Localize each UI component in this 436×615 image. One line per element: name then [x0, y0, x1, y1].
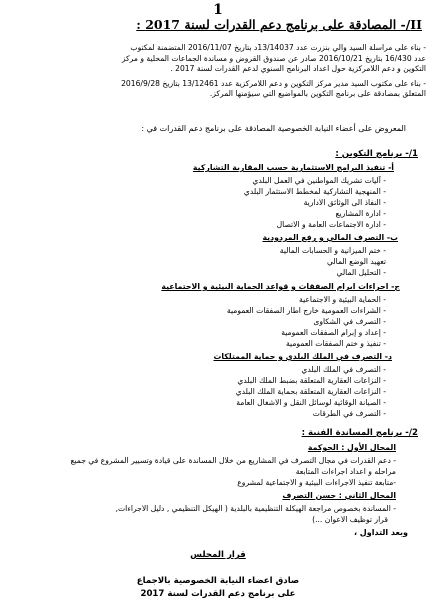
list-item: - آليات تشريك المواطنين في العمل البلدي	[252, 176, 386, 185]
list-item: - التحليل المالي	[336, 268, 386, 277]
list-item: - تنفيذ و ختم الصفقات العمومية	[285, 339, 386, 348]
list-item: - ادارة الاجتماعات العامة و الاتصال	[276, 220, 386, 229]
list-item: - إعداد و إبرام الصفقات العمومية	[281, 328, 386, 337]
intro-line: - بناء على مراسلة السيد والي بنزرت عدد 13/14037د بتاريخ 2016/11/07 المتضمنة لمكتوب	[130, 43, 426, 52]
intro-line: المتعلق بمصادقة على برنامج التكوين بالمواضيع التي سيؤمنها المركز.	[209, 89, 426, 99]
list-item: - النزاعات العقارية المتعلقة بضبط الملك البلدي	[237, 376, 386, 385]
list-item: - التصرف في الشكاوى	[313, 317, 386, 326]
list-item: قرار توظيف الاعوان ...)	[312, 515, 388, 524]
list-item: مراحله و اعداد اجراءات المتابعة	[295, 467, 396, 476]
group-title: المجال الأول : الحوكمة	[307, 443, 396, 452]
list-item: - الحماية البيئية و الاجتماعية	[299, 295, 386, 304]
council-decision-heading: قرار المجلس	[190, 550, 246, 560]
list-item: تعهيد الوضع المالي	[327, 257, 386, 266]
list-item: - التصرف في الملك البلدي	[301, 365, 386, 374]
group-title: أ- تنفيذ البرامج الاستثمارية حسب المقاربة التشاركية	[192, 163, 394, 172]
lead-sentence: المعروض على أعضاء النيابة الخصوصية المصادقة على برنامج دعم القدرات في :	[141, 124, 406, 133]
intro-line: عدد 16/430 بتاريخ 2016/10/21 صادر عن صندوق القروض و مساندة الجماعات المحلية و مركز	[121, 53, 426, 63]
group-title: د- التصرف في الملك البلدي و حماية الممتلكات	[213, 352, 392, 361]
list-item: - الشراءات العمومية خارج اطار الصفقات العمومية	[226, 306, 386, 315]
page-number: 1	[213, 2, 223, 18]
section2-title: 2/- برنامج المساندة الفنية :	[301, 428, 418, 438]
intro-paragraphs	[10, 43, 426, 100]
list-item: - المساندة بخصوص مراجعة الهيكلة التنظيمية بالبلدية ( الهيكل التنظيمي , دليل الاجراءات,	[115, 504, 396, 513]
list-item: - المنهجية التشاركية لمخطط الاستثمار البلدي	[243, 187, 386, 196]
list-item: - النزاعات العقارية المتعلقة بحماية الملك البلدي	[235, 387, 386, 396]
list-item: - ادارة المشاريع	[335, 209, 386, 218]
section1-title: 1/- برنامج التكوين :	[335, 149, 418, 159]
list-item: - النفاذ الى الوثائق الادارية	[303, 198, 386, 207]
decision-line: صادق اعضاء النيابة الخصوصية بالاجماع	[136, 576, 300, 586]
decision-line: على برنامج دعم القدرات لسنة 2017	[140, 589, 296, 599]
group-title: ب- التصرف المالي و رفع المردودية	[262, 233, 398, 242]
list-item: -متابعة تنفيذ الاجراءات البيئية و الاجتماعية لمشروع	[237, 478, 396, 487]
list-item: - الصيانة الوقائية لوسائل النقل و الاشغال العامة	[236, 398, 386, 407]
list-item: - التصرف في الطرقات	[312, 409, 386, 418]
group-title: ج- اجراءات ابرام الصفقات و قواعد الحماية البيئية و الاجتماعية	[161, 282, 400, 291]
list-item: - دعم القدرات في مجال التصرف في المشاريع من خلال المساندة على قيادة وتسيير المشروع في جميع	[70, 456, 396, 465]
intro-line: - بناء على مكتوب السيد مدير مركز التكوين و دعم اللامركزية عدد 13/12461 بتاريخ 2016/9/28	[121, 78, 426, 88]
group-title: المجال الثاني : حسن التصرف	[282, 491, 396, 500]
intro-line: التكوين و دعم اللامركزية حول اعداد البرنامج السنوي لدعم القدرات لسنة 2017 .	[170, 64, 426, 74]
list-item: - ختم الميزانية و الحسابات المالية	[279, 246, 386, 255]
deliberation-note: وبعد التداول ،	[353, 528, 408, 537]
section-title: II/- المصادقة على برنامج دعم القدرات لسنة 2017 :	[136, 17, 422, 32]
